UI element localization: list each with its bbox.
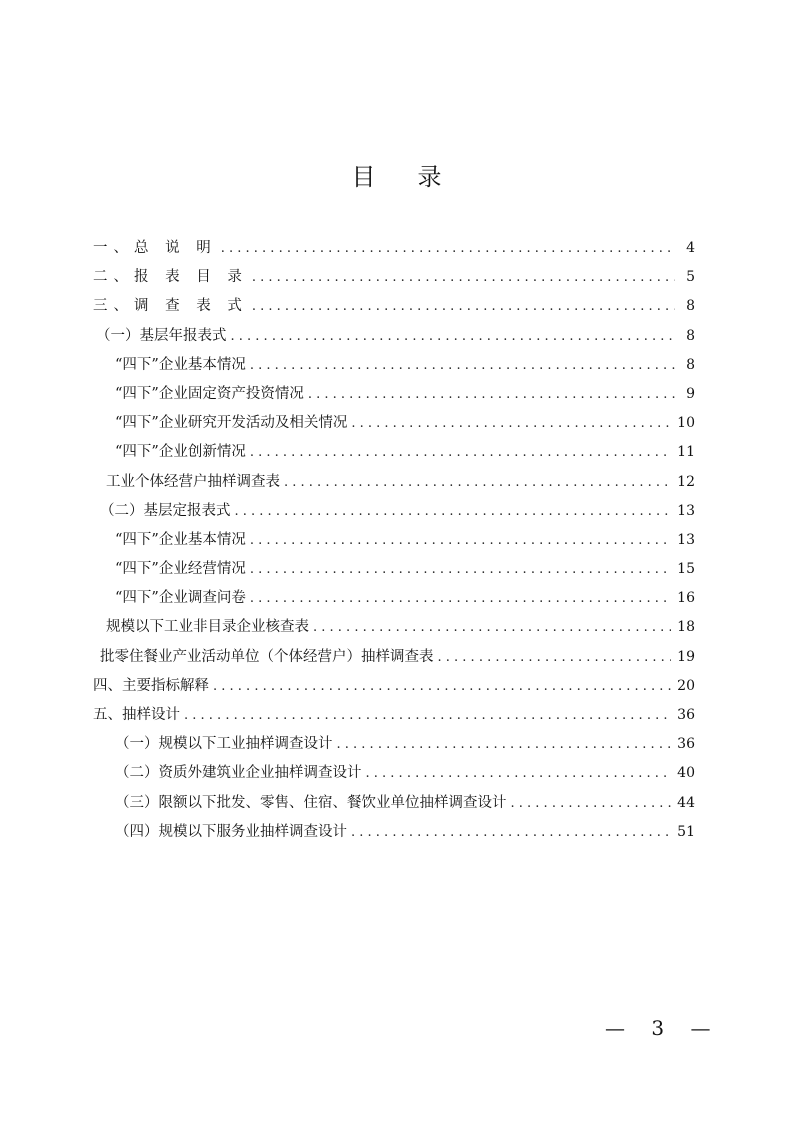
toc-entry[interactable] (93, 442, 695, 471)
toc-entry-label: 一、总 说 明 (93, 240, 217, 256)
toc-entry-label: “四下”企业研究开发活动及相关情况 (115, 415, 348, 432)
page-title (0, 163, 793, 191)
toc-entry[interactable] (93, 413, 695, 442)
toc-entry-page: 8 (686, 298, 695, 315)
toc-dot-leader (438, 648, 672, 668)
toc-entry-page: 8 (686, 327, 695, 344)
toc-entry-label: “四下”企业基本情况 (115, 356, 246, 373)
toc-dot-leader (351, 414, 671, 434)
toc-dot-leader (351, 823, 671, 843)
toc-dot-leader (252, 268, 675, 288)
toc-entry-label: （三）限额以下批发、零售、住宿、餐饮业单位抽样调查设计 (115, 794, 507, 811)
toc-entry-label: （四）规模以下服务业抽样调查设计 (115, 823, 347, 840)
toc-entry-page: 40 (677, 765, 695, 782)
toc-entry[interactable] (93, 238, 695, 267)
toc-entry-page: 12 (677, 473, 695, 490)
toc-entry-page: 9 (686, 385, 695, 402)
toc-entry-label: 四、主要指标解释 (93, 677, 209, 694)
toc-entry-label: 规模以下工业非目录企业核查表 (106, 619, 309, 636)
toc-entry[interactable] (93, 763, 695, 792)
toc-entry-label: “四下”企业基本情况 (115, 531, 246, 548)
toc-entry-label: （二）基层定报表式 (100, 502, 231, 519)
toc-entry[interactable] (93, 705, 695, 734)
toc-entry-page: 15 (677, 561, 695, 578)
toc-entry-label: （一）规模以下工业抽样调查设计 (115, 736, 333, 753)
toc-entry[interactable] (93, 530, 695, 559)
toc-entry[interactable] (93, 588, 695, 617)
toc-entry-label: （一）基层年报表式 (96, 327, 227, 344)
toc-dot-leader (313, 618, 671, 638)
toc-entry-page: 13 (677, 531, 695, 548)
toc-dot-leader (250, 443, 671, 463)
toc-entry-page: 13 (677, 502, 695, 519)
toc-entry-page: 11 (677, 444, 695, 461)
toc-dot-leader (231, 327, 676, 347)
toc-entry[interactable] (93, 647, 695, 676)
toc-dot-leader (337, 735, 672, 755)
toc-entry-page: 44 (677, 794, 695, 811)
toc-entry-label: 五、抽样设计 (93, 707, 180, 723)
toc-entry-page: 51 (677, 823, 695, 840)
toc-entry-label: 三、调 查 表 式 (93, 298, 248, 315)
toc-dot-leader (284, 473, 671, 493)
toc-entry[interactable] (93, 822, 695, 851)
toc-entry-label: 工业个体经营户抽样调查表 (106, 473, 280, 490)
toc-entry-page: 20 (677, 677, 695, 694)
toc-entry-label: “四下”企业创新情况 (115, 444, 246, 461)
toc-dot-leader (250, 560, 671, 580)
toc-entry-page: 10 (677, 415, 695, 432)
toc-entry-page: 16 (677, 590, 695, 607)
toc-entry-label: （二）资质外建筑业企业抽样调查设计 (115, 765, 362, 782)
toc-entry[interactable] (93, 559, 695, 588)
toc-entry-page: 5 (686, 269, 695, 286)
toc-entry[interactable] (93, 734, 695, 763)
toc-entry[interactable] (93, 267, 695, 296)
toc-entry[interactable] (93, 326, 695, 355)
toc-entry[interactable] (93, 472, 695, 501)
toc-entry[interactable] (93, 355, 695, 384)
toc-dot-leader (184, 706, 671, 726)
toc-entry[interactable] (93, 617, 695, 646)
toc-entry-page: 36 (677, 707, 695, 723)
page-number: — 3 — (605, 1016, 721, 1040)
toc-dot-leader (308, 385, 675, 405)
toc-dot-leader (250, 356, 675, 376)
toc-dot-leader (221, 239, 675, 259)
toc-entry[interactable] (93, 501, 695, 530)
toc-entry[interactable] (93, 296, 695, 325)
title-char-2: 录 (417, 163, 442, 191)
toc-entry-label: “四下”企业调查问卷 (115, 590, 246, 607)
toc-dot-leader (250, 589, 671, 609)
toc-entry[interactable] (93, 384, 695, 413)
toc-entry-label: “四下”企业经营情况 (115, 561, 246, 578)
toc-dot-leader (213, 677, 671, 697)
toc-dot-leader (235, 502, 672, 522)
toc-entry-page: 19 (677, 648, 695, 665)
toc-entry[interactable] (93, 676, 695, 705)
toc-entry-page: 8 (686, 356, 695, 373)
toc-entry-page: 4 (686, 240, 695, 256)
toc-dot-leader (511, 794, 672, 814)
toc-dot-leader (366, 764, 672, 784)
title-char-1: 目 (351, 163, 376, 191)
toc-dot-leader (252, 297, 675, 317)
toc-entry-label: “四下”企业固定资产投资情况 (115, 385, 304, 402)
toc-entry-label: 批零住餐业产业活动单位（个体经营户）抽样调查表 (100, 648, 434, 665)
toc-entry[interactable] (93, 793, 695, 822)
toc-entry-label: 二、报 表 目 录 (93, 269, 248, 286)
toc-list (93, 238, 695, 851)
toc-dot-leader (250, 531, 671, 551)
toc-entry-page: 36 (677, 736, 695, 753)
toc-entry-page: 18 (677, 619, 695, 636)
